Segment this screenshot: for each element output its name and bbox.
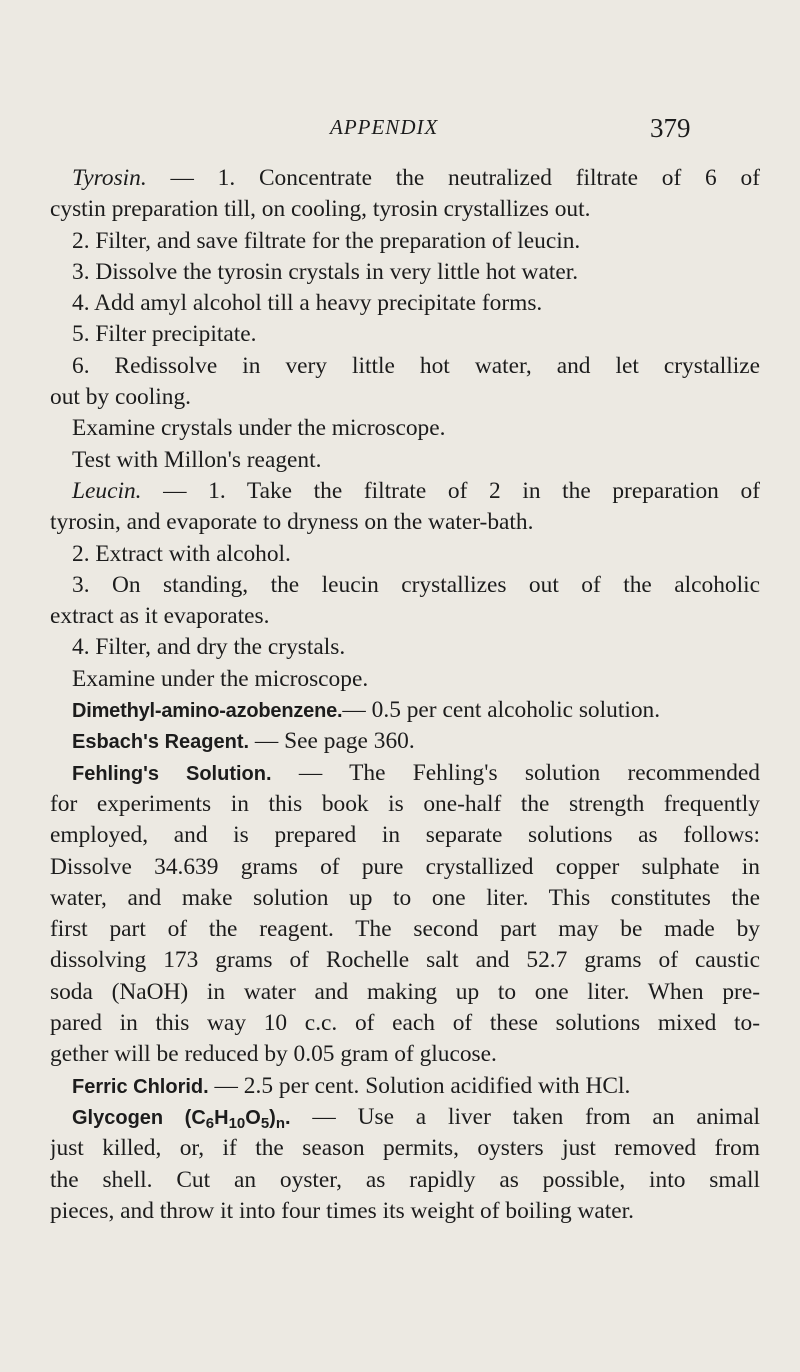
formula-part: O — [245, 1106, 261, 1129]
entry-heading: Fehling's Solution. — [72, 762, 272, 785]
line-text: Test with Millon's reagent. — [72, 446, 322, 473]
text-line — [50, 789, 760, 820]
text-line — [50, 883, 760, 914]
line-text: first part of the reagent. The second part may be made by — [50, 916, 760, 943]
text-line — [50, 413, 760, 444]
text-line — [50, 758, 760, 789]
text-line — [50, 695, 760, 726]
line-text: 2. Filter, and save filtrate for the preparation of leucin. — [72, 227, 581, 254]
line-text: soda (NaOH) in water and making up to one liter. When pre- — [50, 978, 760, 1005]
text-line — [50, 1102, 760, 1133]
line-text: for experiments in this book is one-half the strength frequently — [50, 790, 760, 817]
text-line — [50, 1165, 760, 1196]
text-line — [50, 945, 760, 976]
text-line — [50, 1008, 760, 1039]
text-line — [50, 351, 760, 382]
text-line — [50, 319, 760, 350]
text-line — [50, 257, 760, 288]
formula-subscript: 6 — [205, 1114, 215, 1132]
line-text: 3. On standing, the leucin crystallizes out of the alcoholic — [72, 571, 760, 598]
text-line — [50, 539, 760, 570]
line-text: just killed, or, if the season permits, oysters just removed from — [50, 1135, 760, 1162]
text-line — [50, 226, 760, 257]
entry-heading: Esbach's Reagent. — [72, 731, 250, 754]
text-line — [50, 977, 760, 1008]
line-text: pieces, and throw it into four times its weight of boiling water. — [50, 1197, 635, 1224]
running-head — [0, 113, 800, 153]
text-line — [50, 194, 760, 225]
text-line — [50, 570, 760, 601]
line-text: 2. Extract with alcohol. — [72, 540, 291, 567]
line-text: gether will be reduced by 0.05 gram of glucose. — [50, 1041, 497, 1068]
line-text: tyrosin, and evaporate to dryness on the water-bath. — [50, 509, 534, 536]
text-line — [50, 664, 760, 695]
text-line — [50, 601, 760, 632]
formula-part: . — [285, 1106, 291, 1129]
text-line — [50, 445, 760, 476]
text-line — [50, 507, 760, 538]
entry-heading: Glycogen (C — [72, 1106, 206, 1129]
formula-subscript: 10 — [228, 1114, 246, 1132]
formula-subscript: 5 — [260, 1114, 270, 1132]
formula-part: ) — [269, 1106, 276, 1129]
entry-heading: Tyrosin. — [72, 165, 147, 191]
line-text: cystin preparation till, on cooling, tyrosin crystallizes out. — [50, 196, 591, 223]
text-line — [50, 1039, 760, 1070]
text-line — [50, 163, 760, 194]
text-line — [50, 852, 760, 883]
line-text: 6. Redissolve in very little hot water, and let crystallize — [72, 352, 760, 379]
text-line — [50, 476, 760, 507]
line-text: 3. Dissolve the tyrosin crystals in very little hot water. — [72, 258, 579, 285]
line-text: water, and make solution up to one liter. This constitutes the — [50, 884, 760, 911]
text-line — [50, 820, 760, 851]
line-text: — 1. Concentrate the neutralized filtrate of 6 of — [146, 165, 760, 191]
text-line — [50, 288, 760, 319]
line-text: extract as it evaporates. — [50, 603, 270, 630]
line-text: 5. Filter precipitate. — [72, 321, 257, 348]
line-text: Examine crystals under the microscope. — [72, 415, 446, 442]
line-text: Examine under the microscope. — [72, 665, 369, 692]
text-line — [50, 914, 760, 945]
line-text: — Use a liver taken from an animal — [290, 1103, 760, 1130]
line-text: Dissolve 34.639 grams of pure crystallized copper sulphate in — [50, 853, 760, 880]
page-number: 379 — [650, 113, 691, 143]
line-text: — 0.5 per cent alcoholic solution. — [342, 697, 661, 724]
line-text: — 2.5 per cent. Solution acidified with HCl. — [208, 1072, 631, 1099]
text-line — [50, 1196, 760, 1227]
entry-heading: Leucin. — [72, 477, 142, 504]
line-text: — 1. Take the filtrate of 2 in the preparation of — [141, 477, 760, 504]
text-line — [50, 382, 760, 413]
text-line — [50, 726, 760, 757]
line-text: 4. Filter, and dry the crystals. — [72, 634, 346, 661]
text-line — [50, 1071, 760, 1102]
line-text: employed, and is prepared in separate solutions as follows: — [50, 822, 760, 849]
text-line — [50, 632, 760, 663]
page-body — [50, 163, 760, 1227]
line-text: the shell. Cut an oyster, as rapidly as possible, into small — [50, 1166, 760, 1193]
running-head-title: APPENDIX — [330, 115, 439, 139]
formula-part: H — [214, 1106, 229, 1129]
entry-heading: Ferric Chlorid. — [72, 1075, 209, 1098]
text-line — [50, 1133, 760, 1164]
line-text: — See page 360. — [249, 728, 415, 755]
line-text: 4. Add amyl alcohol till a heavy precipitate forms. — [72, 290, 543, 317]
line-text: out by cooling. — [50, 384, 191, 411]
line-text: — The Fehling's solution recommended — [271, 759, 760, 786]
line-text: pared in this way 10 c.c. of each of these solutions mixed to- — [50, 1010, 760, 1037]
entry-heading: Dimethyl-amino-azobenzene. — [72, 700, 343, 723]
line-text: dissolving 173 grams of Rochelle salt and 52.7 grams of caustic — [50, 947, 760, 974]
formula-subscript: n — [275, 1114, 285, 1132]
